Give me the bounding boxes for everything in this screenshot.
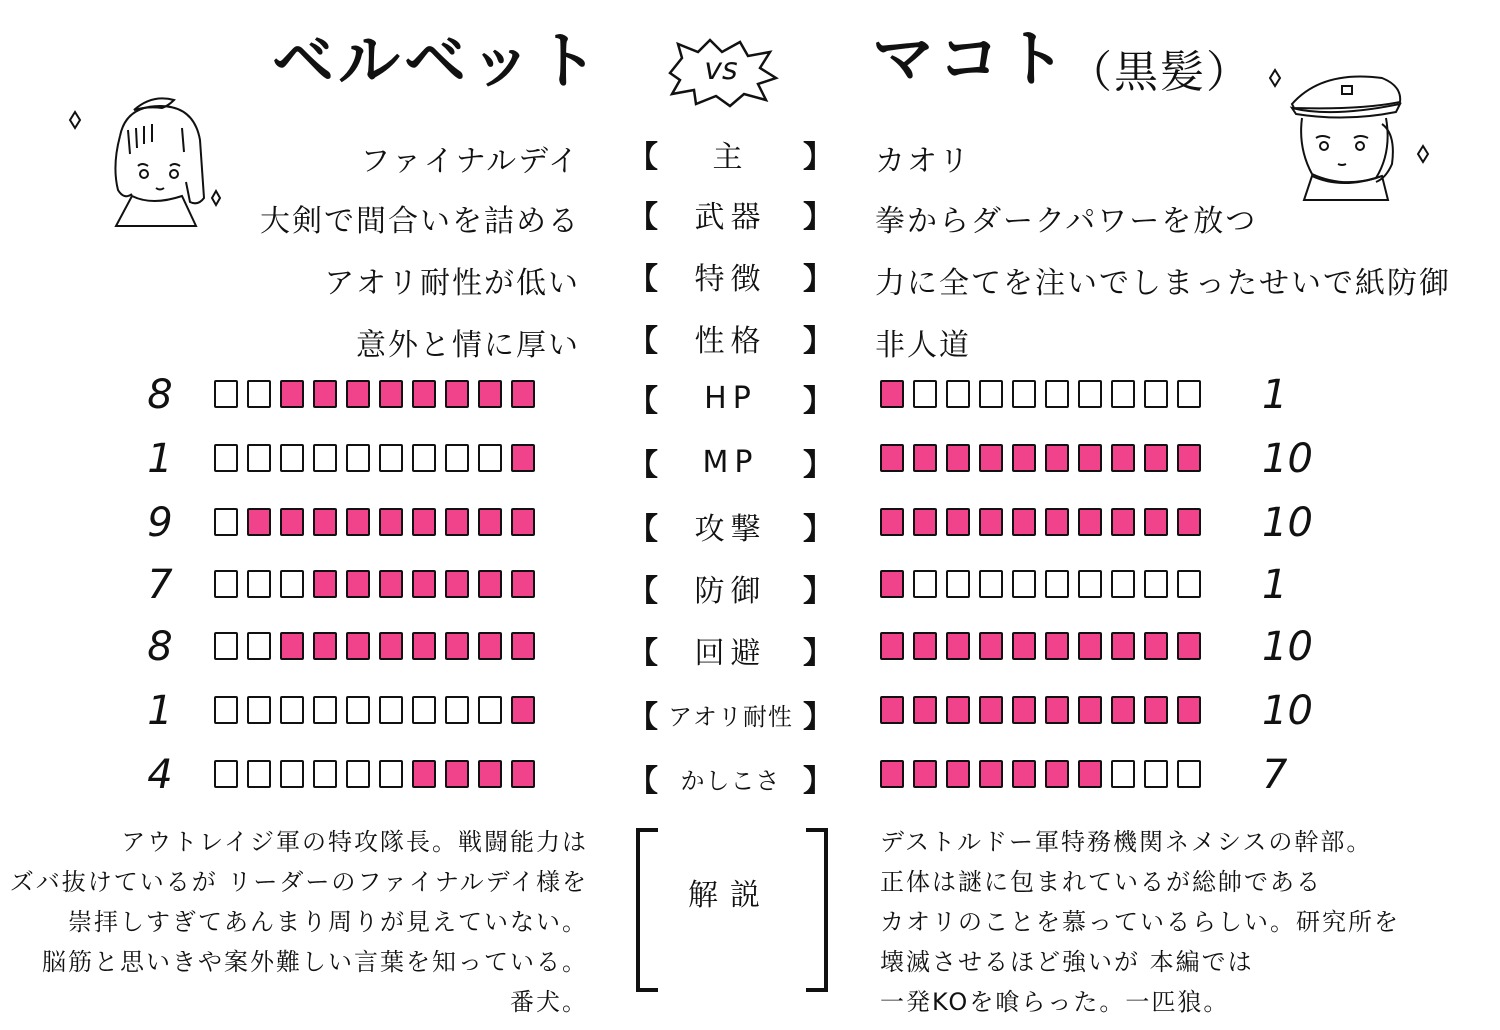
right-stat-gauge <box>880 444 1201 472</box>
right-trait: 力に全てを注いでしまったせいで紙防御 <box>875 266 1451 301</box>
bracket-close-icon: 】 <box>803 764 833 799</box>
bracket-open-icon: 【 <box>628 700 658 735</box>
gauge-box <box>1111 508 1135 536</box>
right-description-line: 一発KOを喰らった。一匹狼。 <box>880 988 1230 1016</box>
gauge-box <box>412 760 436 788</box>
gauge-box <box>247 570 271 598</box>
stat-row <box>0 624 1500 679</box>
stat-row <box>0 500 1500 555</box>
left-stat-value: 1 <box>147 688 173 734</box>
right-stat-gauge <box>880 570 1201 598</box>
profile-label-personality <box>628 316 833 360</box>
profile-row-weapon <box>0 188 1500 238</box>
stat-label-text: 防御 <box>694 574 767 609</box>
gauge-box <box>1012 696 1036 724</box>
gauge-box <box>1177 508 1201 536</box>
gauge-box <box>880 570 904 598</box>
stat-label <box>628 376 833 420</box>
right-stat-gauge <box>880 760 1201 788</box>
gauge-box <box>1177 444 1201 472</box>
gauge-box <box>313 570 337 598</box>
gauge-box <box>1111 632 1135 660</box>
left-description-line: 脳筋と思いきや案外難しい言葉を知っている。 <box>42 948 588 976</box>
gauge-box <box>247 632 271 660</box>
stat-row <box>0 752 1500 807</box>
left-stat-gauge <box>214 508 535 536</box>
gauge-box <box>880 380 904 408</box>
gauge-box <box>412 444 436 472</box>
gauge-box <box>379 380 403 408</box>
gauge-box <box>214 444 238 472</box>
bracket-close-icon: 】 <box>803 636 833 671</box>
gauge-box <box>880 632 904 660</box>
gauge-box <box>913 444 937 472</box>
profile-row-trait <box>0 250 1500 300</box>
gauge-box <box>445 570 469 598</box>
gauge-box <box>1078 444 1102 472</box>
profile-label-weapon <box>628 192 833 236</box>
gauge-box <box>511 508 535 536</box>
gauge-box <box>412 696 436 724</box>
gauge-box <box>1111 570 1135 598</box>
stat-row <box>0 372 1500 427</box>
left-stat-value: 7 <box>147 562 173 608</box>
gauge-box <box>478 444 502 472</box>
gauge-box <box>313 632 337 660</box>
gauge-box <box>214 760 238 788</box>
gauge-box <box>313 696 337 724</box>
gauge-box <box>1177 380 1201 408</box>
left-stat-value: 4 <box>147 752 173 798</box>
gauge-box <box>379 444 403 472</box>
gauge-box <box>1144 632 1168 660</box>
right-stat-value: 10 <box>1262 624 1313 670</box>
gauge-box <box>214 696 238 724</box>
right-description-line: 壊滅させるほど強いが 本編では <box>880 948 1254 976</box>
gauge-box <box>445 444 469 472</box>
bracket-open-icon: 【 <box>628 574 658 609</box>
gauge-box <box>511 570 535 598</box>
bracket-close-icon: 】 <box>803 384 833 419</box>
gauge-box <box>1177 696 1201 724</box>
gauge-box <box>946 760 970 788</box>
gauge-box <box>1012 760 1036 788</box>
gauge-box <box>511 760 535 788</box>
left-stat-gauge <box>214 760 535 788</box>
gauge-box <box>379 760 403 788</box>
gauge-box <box>511 380 535 408</box>
gauge-box <box>979 696 1003 724</box>
left-master: ファイナルデイ <box>360 144 580 179</box>
gauge-box <box>1111 444 1135 472</box>
stat-label-text: アオリ耐性 <box>668 702 793 731</box>
left-character-name: ベルベット <box>272 24 603 97</box>
right-stat-gauge <box>880 632 1201 660</box>
stat-label <box>628 504 833 548</box>
gauge-box <box>379 570 403 598</box>
left-stat-value: 1 <box>147 436 173 482</box>
right-stat-gauge <box>880 508 1201 536</box>
left-description-line: 崇拝しすぎてあんまり周りが見えていない。 <box>68 908 588 936</box>
sparkle-icon <box>1270 70 1280 86</box>
left-weapon: 大剣で間合いを詰める <box>260 204 580 239</box>
right-stat-gauge <box>880 380 1201 408</box>
gauge-box <box>1045 444 1069 472</box>
stat-label <box>628 756 833 800</box>
gauge-box <box>346 444 370 472</box>
stat-label-text: 攻撃 <box>694 512 767 547</box>
explanation-label: 解説 <box>688 878 772 913</box>
gauge-box <box>313 508 337 536</box>
gauge-box <box>346 508 370 536</box>
gauge-box <box>880 696 904 724</box>
right-stat-value: 10 <box>1262 688 1313 734</box>
right-description-line: デストルドー軍特務機関ネメシスの幹部。 <box>880 828 1373 856</box>
profile-row-master <box>0 128 1500 178</box>
gauge-box <box>511 696 535 724</box>
gauge-box <box>913 632 937 660</box>
gauge-box <box>1045 696 1069 724</box>
gauge-box <box>1177 632 1201 660</box>
gauge-box <box>247 696 271 724</box>
left-personality: 意外と情に厚い <box>356 328 580 363</box>
sparkle-icon <box>70 112 80 128</box>
gauge-box <box>379 696 403 724</box>
gauge-box <box>1144 570 1168 598</box>
gauge-box <box>946 570 970 598</box>
bracket-open-icon: 【 <box>628 140 658 175</box>
label-text: 主 <box>712 140 749 175</box>
gauge-box <box>1012 632 1036 660</box>
gauge-box <box>445 632 469 660</box>
gauge-box <box>1078 760 1102 788</box>
gauge-box <box>1012 380 1036 408</box>
profile-label-trait <box>628 254 833 298</box>
bracket-close-icon: 】 <box>803 574 833 609</box>
gauge-box <box>1177 760 1201 788</box>
gauge-box <box>313 380 337 408</box>
gauge-box <box>412 380 436 408</box>
right-weapon: 拳からダークパワーを放つ <box>875 204 1258 239</box>
gauge-box <box>280 760 304 788</box>
gauge-box <box>412 632 436 660</box>
left-stat-gauge <box>214 444 535 472</box>
gauge-box <box>979 760 1003 788</box>
gauge-box <box>280 632 304 660</box>
gauge-box <box>445 760 469 788</box>
gauge-box <box>214 508 238 536</box>
gauge-box <box>478 760 502 788</box>
bracket-close-icon: 】 <box>803 140 833 175</box>
gauge-box <box>1144 696 1168 724</box>
gauge-box <box>511 632 535 660</box>
gauge-box <box>214 570 238 598</box>
gauge-box <box>280 696 304 724</box>
right-description <box>880 822 1400 1022</box>
gauge-box <box>913 380 937 408</box>
right-character-name: マコト <box>872 22 1071 95</box>
gauge-box <box>913 570 937 598</box>
bracket-open-icon: 【 <box>628 636 658 671</box>
bracket-open-icon: 【 <box>628 324 658 359</box>
bracket-close-icon: 】 <box>803 262 833 297</box>
label-text: 武器 <box>694 200 767 235</box>
gauge-box <box>445 508 469 536</box>
gauge-box <box>979 380 1003 408</box>
left-stat-value: 9 <box>147 500 173 546</box>
label-text: 性格 <box>694 324 767 359</box>
right-stat-value: 10 <box>1262 436 1313 482</box>
gauge-box <box>946 380 970 408</box>
bracket-open-icon: 【 <box>628 512 658 547</box>
gauge-box <box>379 632 403 660</box>
gauge-box <box>979 444 1003 472</box>
gauge-box <box>946 696 970 724</box>
gauge-box <box>913 696 937 724</box>
gauge-box <box>313 444 337 472</box>
gauge-box <box>412 508 436 536</box>
gauge-box <box>880 760 904 788</box>
bracket-open-icon: 【 <box>628 200 658 235</box>
stat-label-text: HP <box>704 380 757 416</box>
gauge-box <box>1012 570 1036 598</box>
right-stat-value: 7 <box>1262 752 1288 798</box>
gauge-box <box>1078 570 1102 598</box>
left-description <box>10 822 588 1022</box>
right-description-line: 正体は謎に包まれているが総帥である <box>880 868 1322 896</box>
right-master: カオリ <box>875 144 971 179</box>
gauge-box <box>1078 632 1102 660</box>
gauge-box <box>946 632 970 660</box>
gauge-box <box>880 444 904 472</box>
bracket-open-icon: 【 <box>628 764 658 799</box>
stat-label-text: 回避 <box>694 636 767 671</box>
left-stat-gauge <box>214 380 535 408</box>
gauge-box <box>478 696 502 724</box>
stat-row <box>0 436 1500 491</box>
right-stat-value: 1 <box>1262 372 1288 418</box>
left-stat-value: 8 <box>147 372 173 418</box>
explanation-bracket-open-icon <box>636 828 658 992</box>
stat-label <box>628 440 833 484</box>
gauge-box <box>214 380 238 408</box>
bracket-close-icon: 】 <box>803 448 833 483</box>
left-stat-gauge <box>214 632 535 660</box>
left-description-line: 番犬。 <box>510 988 588 1016</box>
gauge-box <box>1078 696 1102 724</box>
gauge-box <box>313 760 337 788</box>
bracket-close-icon: 】 <box>803 200 833 235</box>
stat-row <box>0 562 1500 617</box>
label-text: 特徴 <box>694 262 767 297</box>
gauge-box <box>946 444 970 472</box>
profile-label-master <box>628 132 833 176</box>
gauge-box <box>247 380 271 408</box>
gauge-box <box>346 760 370 788</box>
stat-label <box>628 692 833 736</box>
gauge-box <box>1045 570 1069 598</box>
gauge-box <box>478 570 502 598</box>
explanation-bracket-close-icon <box>806 828 828 992</box>
bracket-open-icon: 【 <box>628 262 658 297</box>
gauge-box <box>346 696 370 724</box>
gauge-box <box>1111 380 1135 408</box>
right-personality: 非人道 <box>875 328 971 363</box>
gauge-box <box>1045 632 1069 660</box>
gauge-box <box>280 570 304 598</box>
gauge-box <box>1012 444 1036 472</box>
gauge-box <box>979 508 1003 536</box>
gauge-box <box>346 632 370 660</box>
stat-label-text: MP <box>702 444 759 480</box>
left-description-line: アウトレイジ軍の特攻隊長。戦闘能力は <box>121 828 588 856</box>
bracket-close-icon: 】 <box>803 512 833 547</box>
gauge-box <box>511 444 535 472</box>
gauge-box <box>478 380 502 408</box>
stat-label-text: かしこさ <box>680 766 781 795</box>
gauge-box <box>247 760 271 788</box>
gauge-box <box>346 570 370 598</box>
gauge-box <box>1012 508 1036 536</box>
bracket-open-icon: 【 <box>628 448 658 483</box>
gauge-box <box>1144 760 1168 788</box>
left-description-line: ズバ抜けているが リーダーのファイナルデイ様を <box>9 868 588 896</box>
bracket-close-icon: 】 <box>803 324 833 359</box>
gauge-box <box>280 508 304 536</box>
gauge-box <box>445 380 469 408</box>
gauge-box <box>1144 380 1168 408</box>
gauge-box <box>1177 570 1201 598</box>
gauge-box <box>1078 508 1102 536</box>
gauge-box <box>1111 760 1135 788</box>
gauge-box <box>1144 444 1168 472</box>
gauge-box <box>946 508 970 536</box>
gauge-box <box>1045 760 1069 788</box>
right-character-note: （黒髪） <box>1068 47 1252 98</box>
gauge-box <box>1045 380 1069 408</box>
right-description-line: カオリのことを慕っているらしい。研究所を <box>880 908 1400 936</box>
gauge-box <box>445 696 469 724</box>
right-stat-value: 1 <box>1262 562 1288 608</box>
stat-row <box>0 688 1500 743</box>
left-stat-value: 8 <box>147 624 173 670</box>
bracket-open-icon: 【 <box>628 384 658 419</box>
gauge-box <box>247 444 271 472</box>
stat-label <box>628 628 833 672</box>
gauge-box <box>247 508 271 536</box>
gauge-box <box>379 508 403 536</box>
gauge-box <box>979 632 1003 660</box>
right-stat-value: 10 <box>1262 500 1313 546</box>
bracket-close-icon: 】 <box>803 700 833 735</box>
left-stat-gauge <box>214 570 535 598</box>
gauge-box <box>979 570 1003 598</box>
left-stat-gauge <box>214 696 535 724</box>
left-trait: アオリ耐性が低い <box>324 266 580 301</box>
gauge-box <box>1045 508 1069 536</box>
profile-row-personality <box>0 312 1500 362</box>
gauge-box <box>880 508 904 536</box>
gauge-box <box>412 570 436 598</box>
gauge-box <box>478 508 502 536</box>
stat-label <box>628 566 833 610</box>
gauge-box <box>1078 380 1102 408</box>
gauge-box <box>1144 508 1168 536</box>
right-stat-gauge <box>880 696 1201 724</box>
gauge-box <box>913 508 937 536</box>
gauge-box <box>214 632 238 660</box>
gauge-box <box>913 760 937 788</box>
gauge-box <box>280 380 304 408</box>
gauge-box <box>280 444 304 472</box>
gauge-box <box>346 380 370 408</box>
vs-label: vs <box>704 52 738 87</box>
gauge-box <box>1111 696 1135 724</box>
gauge-box <box>478 632 502 660</box>
